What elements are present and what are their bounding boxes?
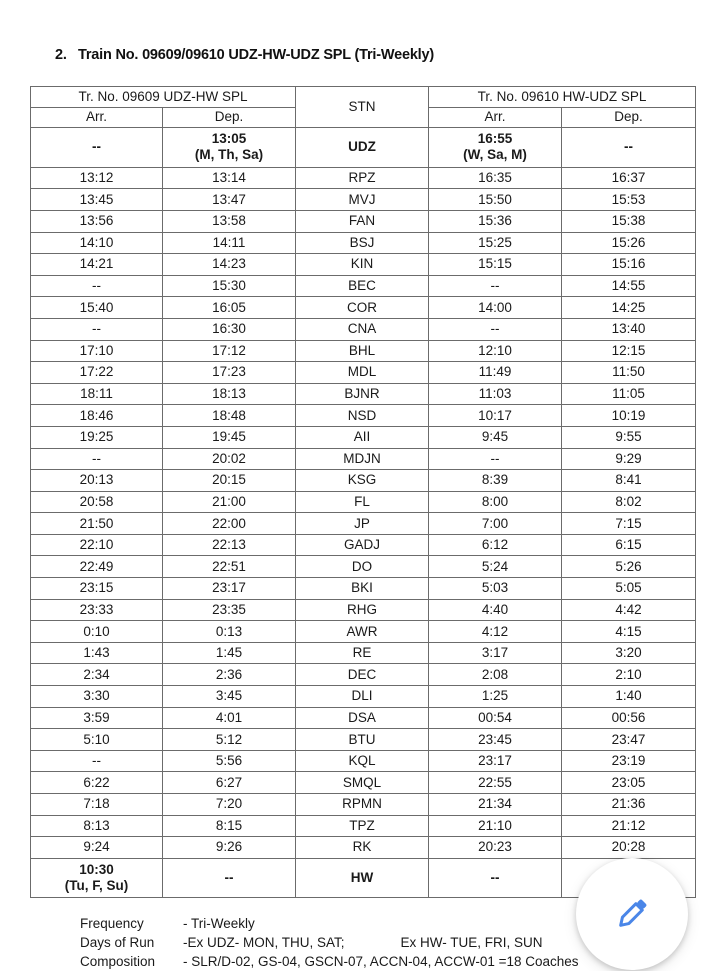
station-cell: DEC [296,664,429,686]
left-dep-cell: 16:05 [163,297,296,319]
left-dep-cell: 16:30 [163,318,296,340]
left-arr-cell: 22:49 [31,556,163,578]
days-of-run-value-udz: -Ex UDZ- MON, THU, SAT; [183,935,345,950]
left-dep-cell: 13:14 [163,167,296,189]
right-arr-cell: 15:36 [429,210,562,232]
right-dep-cell: 9:29 [562,448,696,470]
right-arr-cell: 4:12 [429,621,562,643]
left-arr-cell: 19:25 [31,426,163,448]
station-cell: MDL [296,362,429,384]
timetable [30,86,696,898]
right-dep-cell: 5:26 [562,556,696,578]
origin-left-arr: -- [31,128,163,168]
right-arr-cell: 16:35 [429,167,562,189]
table-row [31,362,696,384]
left-dep-cell: 17:23 [163,362,296,384]
left-arr-cell: 3:59 [31,707,163,729]
station-cell: BKI [296,578,429,600]
right-dep-cell: 3:20 [562,642,696,664]
left-dep-cell: 23:35 [163,599,296,621]
right-dep-cell: 21:36 [562,794,696,816]
station-cell: NSD [296,405,429,427]
left-arr-cell: 6:22 [31,772,163,794]
left-dep-cell: 22:13 [163,534,296,556]
station-cell: KSG [296,470,429,492]
right-dep-cell: 9:55 [562,426,696,448]
left-train-header: Tr. No. 09609 UDZ-HW SPL [31,87,296,108]
right-arr-cell: 11:03 [429,383,562,405]
right-arr-cell: 1:25 [429,686,562,708]
table-row [31,275,696,297]
left-arr-cell: 18:11 [31,383,163,405]
station-cell: AWR [296,621,429,643]
station-cell: MDJN [296,448,429,470]
origin-left-dep-days: (M, Th, Sa) [194,147,264,163]
right-arr-cell: 15:15 [429,254,562,276]
left-dep-cell: 8:15 [163,815,296,837]
right-arr-cell: 14:00 [429,297,562,319]
left-dep-cell: 14:11 [163,232,296,254]
left-dep-cell: 0:13 [163,621,296,643]
terminal-station: HW [296,858,429,898]
right-dep-cell: 23:47 [562,729,696,751]
right-arr-cell: -- [429,275,562,297]
right-arr-cell: 00:54 [429,707,562,729]
terminal-left-arr [31,858,163,898]
table-row [31,599,696,621]
right-arr-cell: 6:12 [429,534,562,556]
right-arr-cell: 10:17 [429,405,562,427]
table-row [31,794,696,816]
left-dep-cell: 20:02 [163,448,296,470]
right-arr-cell: 3:17 [429,642,562,664]
table-row [31,167,696,189]
frequency-label: Frequency [80,916,144,931]
left-arr-cell: -- [31,318,163,340]
left-arr-cell: 8:13 [31,815,163,837]
station-cell: RHG [296,599,429,621]
right-dep-cell: 11:50 [562,362,696,384]
right-arr-cell: 4:40 [429,599,562,621]
station-header: STN [296,87,429,128]
right-arr-cell: 23:45 [429,729,562,751]
left-arr-cell: 17:22 [31,362,163,384]
right-dep-cell: 10:19 [562,405,696,427]
right-arr-cell: 11:49 [429,362,562,384]
right-dep-cell: 4:15 [562,621,696,643]
left-arr-cell: 21:50 [31,513,163,535]
train-notes [80,914,579,971]
right-dep-cell: 16:37 [562,167,696,189]
right-arr-cell: 23:17 [429,750,562,772]
right-dep-cell: 15:38 [562,210,696,232]
right-arr-cell: 5:03 [429,578,562,600]
table-row [31,815,696,837]
left-dep-cell: 7:20 [163,794,296,816]
composition-label: Composition [80,954,156,969]
station-cell: KIN [296,254,429,276]
right-dep-cell: 13:40 [562,318,696,340]
left-arr-cell: 13:45 [31,189,163,211]
left-arr-cell: 13:56 [31,210,163,232]
station-cell: KQL [296,750,429,772]
left-dep-cell: 4:01 [163,707,296,729]
left-dep-cell: 6:27 [163,772,296,794]
table-row [31,707,696,729]
table-row [31,556,696,578]
table-row [31,513,696,535]
right-arr-cell: 15:50 [429,189,562,211]
left-arr-cell: -- [31,750,163,772]
left-dep-cell: 2:36 [163,664,296,686]
station-cell: BEC [296,275,429,297]
table-row [31,642,696,664]
table-row [31,772,696,794]
table-row [31,750,696,772]
left-arr-cell: 14:10 [31,232,163,254]
left-arr-cell: 2:34 [31,664,163,686]
table-row [31,621,696,643]
right-dep-cell: 1:40 [562,686,696,708]
right-dep-cell: 2:10 [562,664,696,686]
station-cell: RK [296,837,429,859]
right-dep-cell: 14:55 [562,275,696,297]
station-cell: COR [296,297,429,319]
table-row [31,491,696,513]
right-arr-header: Arr. [429,107,562,128]
origin-left-dep-time: 13:05 [211,131,247,147]
right-dep-cell: 8:41 [562,470,696,492]
right-dep-cell: 4:42 [562,599,696,621]
right-arr-cell: 22:55 [429,772,562,794]
left-arr-cell: -- [31,448,163,470]
table-row [31,470,696,492]
left-dep-cell: 5:12 [163,729,296,751]
left-arr-cell: 20:13 [31,470,163,492]
terminal-left-arr-time: 10:30 [79,862,114,878]
left-dep-cell: 18:13 [163,383,296,405]
right-dep-cell: 00:56 [562,707,696,729]
left-dep-cell: 14:23 [163,254,296,276]
right-dep-cell: 15:16 [562,254,696,276]
table-row [31,837,696,859]
station-cell: DO [296,556,429,578]
left-arr-cell: 3:30 [31,686,163,708]
origin-right-arr [429,128,562,168]
left-dep-cell: 13:47 [163,189,296,211]
left-dep-header: Dep. [163,107,296,128]
left-arr-cell: 23:15 [31,578,163,600]
table-row [31,210,696,232]
table-row [31,578,696,600]
origin-row [31,128,696,168]
right-dep-cell: 23:05 [562,772,696,794]
right-dep-cell: 11:05 [562,383,696,405]
left-dep-cell: 22:51 [163,556,296,578]
table-row [31,448,696,470]
origin-right-dep: -- [562,128,696,168]
station-cell: GADJ [296,534,429,556]
right-dep-cell: 15:26 [562,232,696,254]
station-cell: AII [296,426,429,448]
right-arr-cell: 9:45 [429,426,562,448]
left-arr-header: Arr. [31,107,163,128]
left-arr-cell: -- [31,275,163,297]
right-arr-cell: 21:34 [429,794,562,816]
left-dep-cell: 20:15 [163,470,296,492]
left-dep-cell: 1:45 [163,642,296,664]
left-arr-cell: 14:21 [31,254,163,276]
frequency-line [80,914,579,933]
terminal-left-arr-days: (Tu, F, Su) [64,878,129,894]
right-dep-cell: 12:15 [562,340,696,362]
table-row [31,405,696,427]
right-arr-cell: 5:24 [429,556,562,578]
table-row [31,232,696,254]
right-dep-header: Dep. [562,107,696,128]
left-dep-cell: 21:00 [163,491,296,513]
left-arr-cell: 20:58 [31,491,163,513]
left-arr-cell: 23:33 [31,599,163,621]
station-cell: DLI [296,686,429,708]
station-cell: DSA [296,707,429,729]
origin-right-arr-time: 16:55 [477,131,513,147]
station-cell: RPZ [296,167,429,189]
pencil-icon [612,894,652,934]
table-row [31,686,696,708]
left-dep-cell: 17:12 [163,340,296,362]
station-cell: BTU [296,729,429,751]
left-arr-cell: 1:43 [31,642,163,664]
right-train-header: Tr. No. 09610 HW-UDZ SPL [429,87,696,108]
station-cell: BSJ [296,232,429,254]
table-row [31,254,696,276]
station-cell: JP [296,513,429,535]
right-dep-cell: 6:15 [562,534,696,556]
right-arr-cell: 8:39 [429,470,562,492]
table-row [31,534,696,556]
right-arr-cell: 2:08 [429,664,562,686]
left-dep-cell: 5:56 [163,750,296,772]
station-cell: RPMN [296,794,429,816]
origin-station: UDZ [296,128,429,168]
station-cell: BJNR [296,383,429,405]
right-arr-cell: 7:00 [429,513,562,535]
right-dep-cell: 23:19 [562,750,696,772]
composition-value: - SLR/D-02, GS-04, GSCN-07, ACCN-04, ACCW-01 =18 Coaches [183,954,579,969]
right-dep-cell: 7:15 [562,513,696,535]
left-arr-cell: 15:40 [31,297,163,319]
origin-left-dep [163,128,296,168]
right-dep-cell: 15:53 [562,189,696,211]
left-dep-cell: 9:26 [163,837,296,859]
station-cell: SMQL [296,772,429,794]
days-of-run-value-hw: Ex HW- TUE, FRI, SUN [400,935,543,950]
left-dep-cell: 15:30 [163,275,296,297]
table-row [31,297,696,319]
left-dep-cell: 19:45 [163,426,296,448]
left-arr-cell: 17:10 [31,340,163,362]
station-cell: CNA [296,318,429,340]
table-row [31,426,696,448]
left-dep-cell: 23:17 [163,578,296,600]
left-arr-cell: 22:10 [31,534,163,556]
right-dep-cell: 5:05 [562,578,696,600]
composition-line [80,952,579,971]
table-row [31,383,696,405]
right-arr-cell: -- [429,448,562,470]
days-of-run-line [80,933,579,952]
right-arr-cell: 15:25 [429,232,562,254]
left-dep-cell: 18:48 [163,405,296,427]
right-arr-cell: 20:23 [429,837,562,859]
left-dep-cell: 13:58 [163,210,296,232]
station-cell: FL [296,491,429,513]
left-arr-cell: 0:10 [31,621,163,643]
table-row [31,664,696,686]
table-row [31,318,696,340]
left-arr-cell: 5:10 [31,729,163,751]
frequency-value: - Tri-Weekly [183,916,255,931]
left-arr-cell: 18:46 [31,405,163,427]
right-arr-cell: 21:10 [429,815,562,837]
left-arr-cell: 13:12 [31,167,163,189]
right-arr-cell: 8:00 [429,491,562,513]
station-cell: MVJ [296,189,429,211]
section-heading [55,47,434,63]
right-arr-cell: -- [429,318,562,340]
left-dep-cell: 3:45 [163,686,296,708]
terminal-left-dep: -- [163,858,296,898]
left-arr-cell: 7:18 [31,794,163,816]
station-cell: TPZ [296,815,429,837]
terminal-right-arr: -- [429,858,562,898]
left-arr-cell: 9:24 [31,837,163,859]
table-row [31,189,696,211]
right-dep-cell: 14:25 [562,297,696,319]
table-row [31,340,696,362]
table-row [31,729,696,751]
origin-right-arr-days: (W, Sa, M) [463,147,527,163]
right-dep-cell: 8:02 [562,491,696,513]
right-arr-cell: 12:10 [429,340,562,362]
station-cell: BHL [296,340,429,362]
section-title: Train No. 09609/09610 UDZ-HW-UDZ SPL (Tri-Weekly) [78,47,435,63]
days-of-run-label: Days of Run [80,935,155,950]
header-row-trains [31,87,696,108]
section-number: 2. [55,47,67,63]
right-dep-cell: 21:12 [562,815,696,837]
left-dep-cell: 22:00 [163,513,296,535]
edit-fab-button[interactable] [576,858,688,970]
right-dep-cell: 20:28 [562,837,696,859]
station-cell: RE [296,642,429,664]
station-cell: FAN [296,210,429,232]
